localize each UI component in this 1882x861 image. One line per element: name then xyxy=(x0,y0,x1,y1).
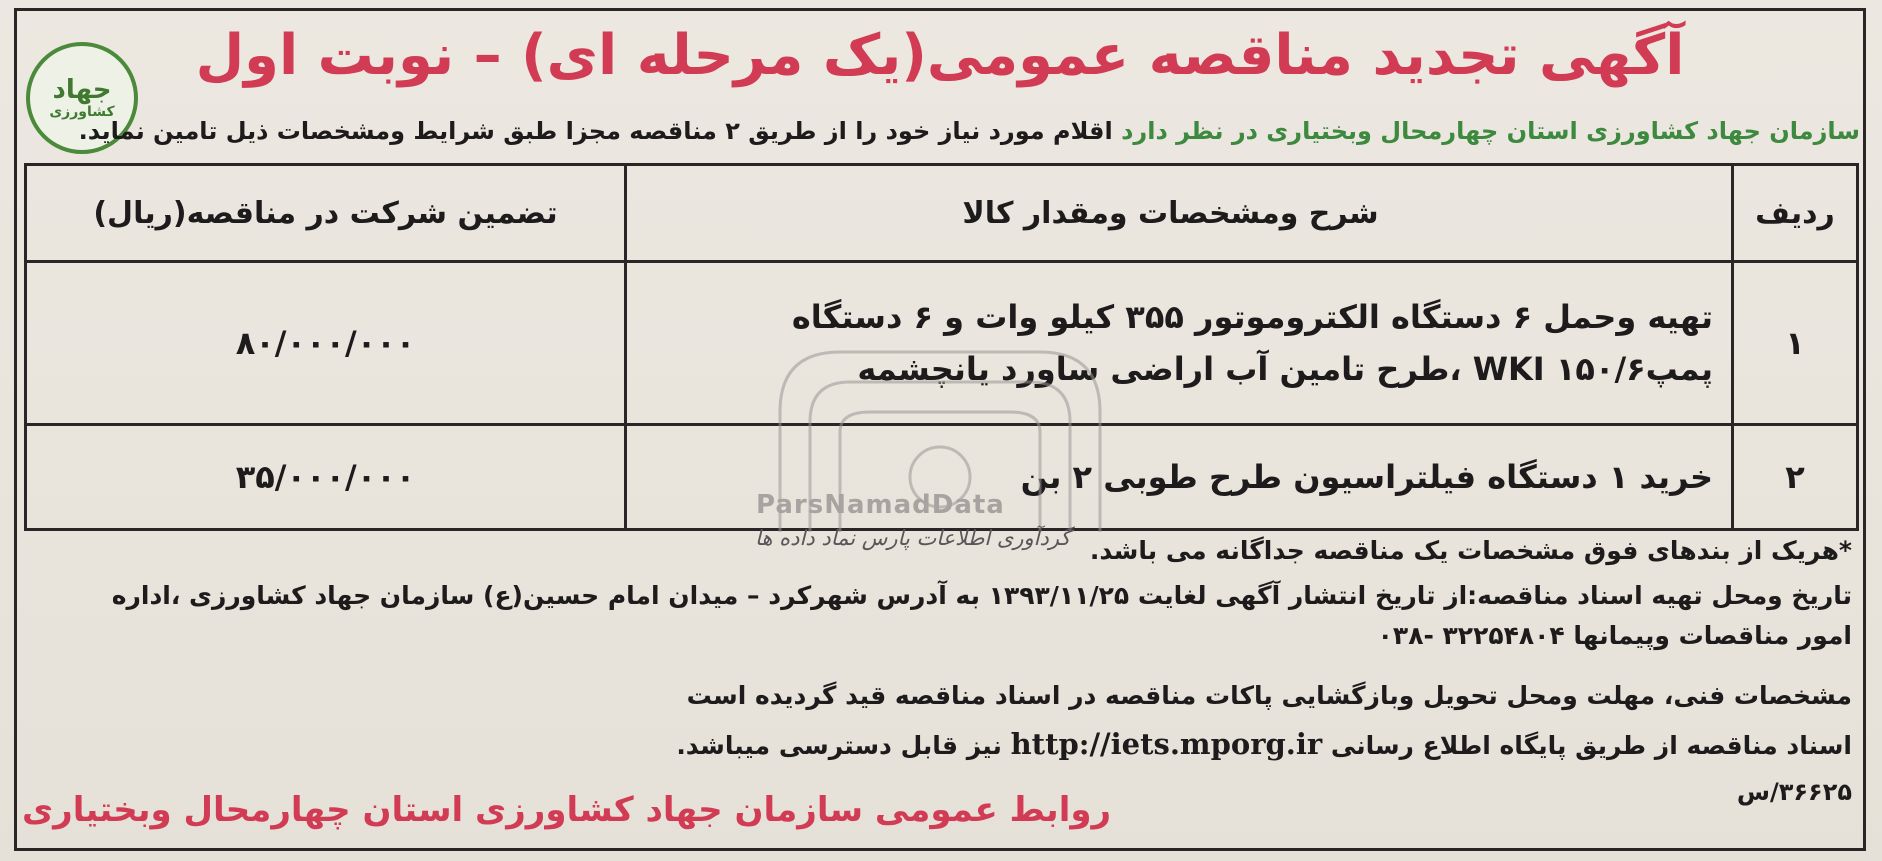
row-description-line: تهیه وحمل ۶ دستگاه الکتروموتور ۳۵۵ کیلو وات و ۶ دستگاه xyxy=(791,298,1713,336)
note-text: نیز قابل دسترسی میباشد. xyxy=(676,731,1002,760)
note-line: مشخصات فنی، مهلت ومحل تحویل وبازگشایی پاکات مناقصه در اسناد مناقصه قید گردیده است xyxy=(686,681,1852,710)
notice-title: آگهی تجدید مناقصه عمومی(یک مرحله ای) – نوبت اول xyxy=(195,23,1685,88)
row-guarantee-amount: ۳۵/۰۰۰/۰۰۰ xyxy=(26,425,626,530)
note-line: *هریک از بندهای فوق مشخصات یک مناقصه جداگانه می باشد. xyxy=(1089,536,1852,565)
row-number: ۲ xyxy=(1733,425,1858,530)
row-number: ۱ xyxy=(1733,262,1858,425)
footer xyxy=(22,778,1852,830)
website-url: http://iets.mporg.ir xyxy=(1010,727,1323,761)
table-header-row xyxy=(26,165,1858,262)
row-guarantee-amount: ۸۰/۰۰۰/۰۰۰ xyxy=(26,262,626,425)
note-line: تاریخ ومحل تهیه اسناد مناقصه:از تاریخ انتشار آگهی لغایت ۱۳۹۳/۱۱/۲۵ به آدرس شهرکرد – میدان امام حسین(ع) سازمان جهاد کشاورزی ،اداره xyxy=(111,581,1852,610)
row-description-line: پمپ۱۵۰/۶ WKI ،طرح تامین آب اراضی ساورد یانچشمه xyxy=(857,350,1713,388)
header-row-number: ردیف xyxy=(1733,165,1858,262)
intro-rest: اقلام مورد نیاز خود را از طریق ۲ مناقصه مجزا طبق شرایط ومشخصات ذیل تامین نماید. xyxy=(78,117,1122,145)
header-guarantee: تضمین شرکت در مناقصه(ریال) xyxy=(26,165,626,262)
intro-org: سازمان جهاد کشاورزی استان چهارمحال وبختیاری در نظر دارد xyxy=(1121,117,1860,145)
tender-table xyxy=(24,163,1859,531)
table-row xyxy=(26,262,1858,425)
note-text: اسناد مناقصه از طریق پایگاه اطلاع رسانی xyxy=(1330,731,1852,760)
intro-paragraph xyxy=(78,114,1860,148)
header-description: شرح ومشخصات ومقدار کالا xyxy=(626,165,1733,262)
watermark-brand: ParsNamadData xyxy=(756,490,1005,520)
logo-text-bottom: کشاورزی xyxy=(49,104,115,120)
public-relations-signature: روابط عمومی سازمان جهاد کشاورزی استان چهارمحال وبختیاری xyxy=(22,790,1112,830)
watermark-subtitle: گردآوری اطلاعات پارس نماد داده ها xyxy=(755,526,1071,550)
note-line xyxy=(22,728,1852,762)
row-description-line: خرید ۱ دستگاه فیلتراسیون طرح طوبی ۲ بن xyxy=(1020,458,1713,496)
note-line: امور مناقصات وپیمانها ۳۲۲۵۴۸۰۴ -۰۳۸ xyxy=(1377,621,1852,650)
notice-code: ۳۶۶۲۵/س xyxy=(1736,778,1852,806)
logo-text-top: جهاد xyxy=(52,75,112,105)
row-description xyxy=(626,262,1733,425)
